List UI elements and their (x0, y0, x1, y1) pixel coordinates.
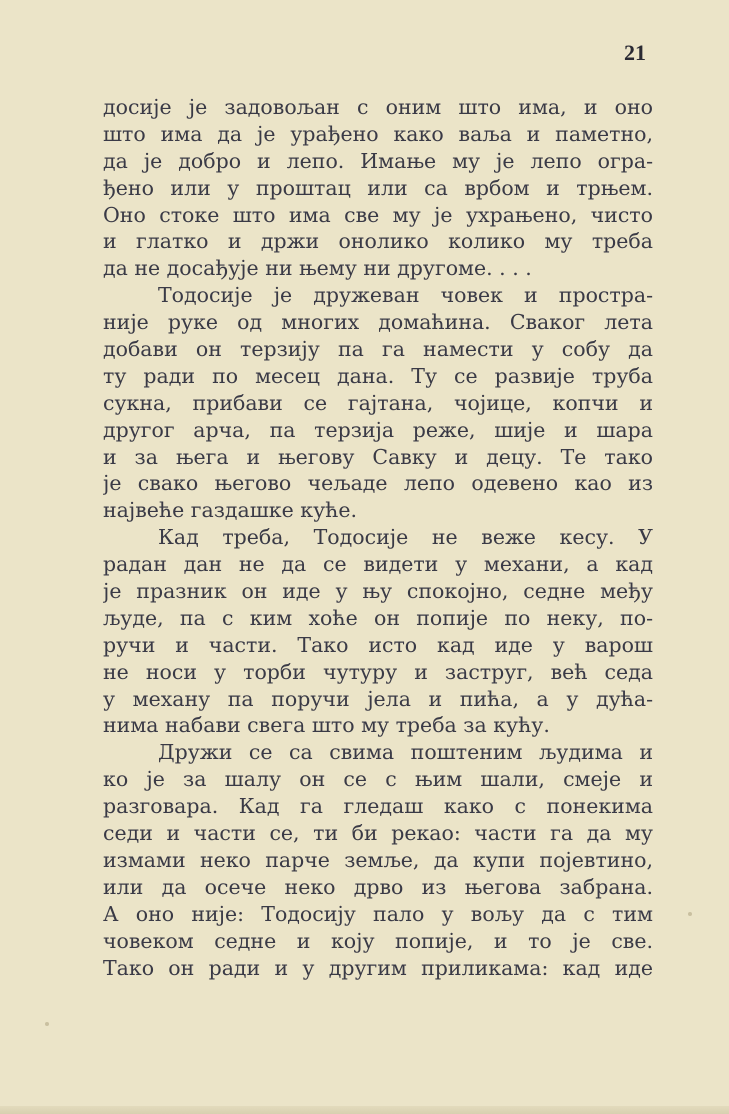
text-line: у механу па поручи јела и пића, а у дућа- (103, 686, 653, 711)
text-line: Тодосије је дружеван човек и простра- (158, 283, 653, 308)
text-line: сукна, прибави се гајтана, чојице, копчи и (103, 390, 653, 415)
text-line: нима набави свега што му треба за кућу. (103, 713, 550, 738)
text-line: и глатко и држи онолико колико му треба (103, 229, 653, 254)
text-line: седи и части се, ти би рекао: части га да му (103, 821, 653, 846)
body-text (103, 94, 653, 981)
text-line: разговара. Кад га гледаш како с понекима (103, 794, 653, 819)
text-line: другог арча, па терзија реже, шије и шара (103, 417, 653, 442)
text-line: је празник он иде у њу спокојно, седне међу (103, 579, 653, 604)
text-line: да је добро и лепо. Имање му је лепо огра- (103, 148, 653, 173)
text-line: људе, па с ким хоће он попије по неку, по- (103, 605, 653, 630)
text-line: ручи и части. Тако исто кад иде у варош (103, 632, 653, 657)
text-line: највеће газдашке куће. (103, 498, 357, 523)
text-line: измами неко парче земље, да купи појевтино, (103, 847, 653, 872)
paper-spot (688, 912, 692, 916)
text-line: не носи у торби чутуру и заструг, већ седа (103, 659, 653, 684)
text-line: или да осече неко дрво из његова забрана. (103, 874, 653, 899)
text-line: је свако његово чељаде лепо одевено као из (103, 471, 653, 496)
page-bottom-edge (0, 1106, 729, 1114)
text-line: да не досађује ни њему ни другоме. . . . (103, 256, 532, 281)
text-line: Кад треба, Тодосије не веже кесу. У (158, 525, 653, 550)
page-number: 21 (624, 40, 646, 65)
text-line: није руке од многих домаћина. Сваког лета (103, 310, 653, 335)
text-line: Оно стоке што има све му је ухрањено, чисто (103, 202, 653, 227)
text-line: А оно није: Тодосију пало у вољу да с тим (103, 901, 653, 926)
text-line: радан дан не да се видети у механи, а кад (103, 552, 653, 577)
text-line: досије је задовољан с оним што има, и оно (103, 95, 653, 119)
text-line: ко је за шалу он се с њим шали, смеје и (103, 767, 653, 792)
text-line: што има да је урађено како ваља и паметно, (103, 121, 653, 146)
text-line: и за њега и његову Савку и децу. Те тако (103, 444, 653, 469)
text-line: добави он терзију па га намести у собу да (103, 337, 653, 362)
text-line: ту ради по месец дана. Ту се развије труба (103, 363, 653, 388)
text-line: Дружи се са свима поштеним људима и (158, 740, 653, 765)
text-line: човеком седне и коју попије, и то је све. (103, 928, 653, 953)
paper-spot (45, 1022, 49, 1026)
text-line: Тако он ради и у другим приликама: кад иде (103, 955, 653, 980)
text-line: ђено или у проштац или са врбом и трњем. (103, 175, 653, 200)
